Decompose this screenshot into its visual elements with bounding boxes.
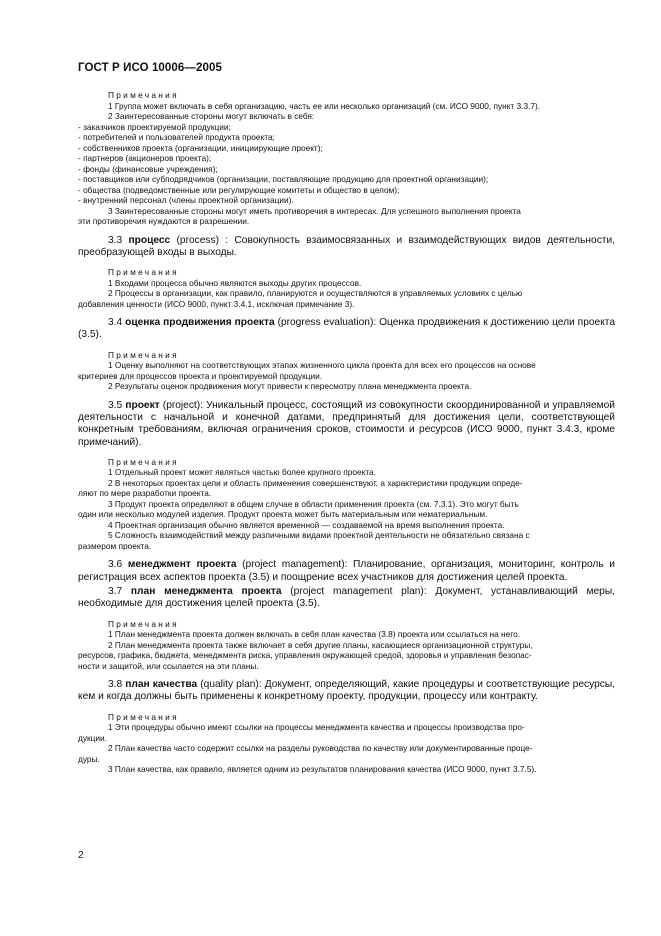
notes-title: Примечания: [108, 618, 179, 629]
term-3-4: [78, 317, 615, 342]
notes-block-3: [78, 350, 615, 392]
term-3-8: [78, 679, 615, 704]
term-name: процесс: [128, 234, 171, 246]
note-line: ляют по мере разработки проекта.: [78, 488, 212, 499]
notes-block-5: [78, 619, 615, 672]
term-definition: (project management plan): Документ, устанавливающий меры, необходимые для достижения целей проекта (3.5).: [78, 585, 615, 610]
note-line: 1 Эти процедуры обычно имеют ссылки на процессы менеджмента качества и процессы производства про-: [108, 722, 525, 733]
note-line: 1 План менеджмента проекта должен включать в себя план качества (3.8) проекта или ссылаться на него.: [108, 629, 520, 640]
term-name: менеджмент проекта: [127, 559, 237, 571]
note-line: 2 Процессы в организации, как правило, планируются и осуществляются в управляемых условиях с целью: [108, 288, 523, 299]
note-line: - потребителей и пользователей продукта проекта;: [78, 132, 275, 142]
term-number: 3.5: [108, 399, 123, 411]
term-3-3: [78, 235, 615, 260]
note-line: 1 Группа может включать в себя организацию, часть ее или несколько организаций (см. ИСО 9000, пункт 3.3.7).: [108, 100, 541, 111]
notes-title: Примечания: [108, 711, 179, 722]
note-line: ности и защитой, или ссылается на эти планы.: [78, 660, 259, 671]
notes-block-6: [78, 712, 615, 775]
note-line: 4 Проектная организация обычно является временной — создаваемой на время выполнения проекта.: [108, 519, 505, 530]
term-3-7: [78, 586, 615, 611]
term-number: 3.8: [108, 679, 123, 691]
note-line: размером проекта.: [78, 540, 152, 551]
term-definition: (project management): Планирование, организация, мониторинг, контроль и регистрация всех аспектов проекта (3.5) и поощрение всех участников для достижения целей проекта.: [78, 559, 615, 583]
note-line: - поставщиков или субподрядчиков (организации, поставляющие продукцию для проектной организации);: [78, 174, 489, 184]
note-line: 2 В некоторых проектах цели и область применения совершенствуют, а характеристики продукции опреде-: [108, 477, 523, 488]
term-3-5: [78, 400, 615, 449]
term-number: 3.6: [108, 559, 123, 571]
notes-title: Примечания: [108, 456, 179, 467]
term-number: 3.4: [108, 317, 123, 329]
note-line: 1 Входами процесса обычно являются выходы других процессов.: [108, 277, 362, 288]
notes-title: Примечания: [108, 349, 179, 360]
note-line: ресурсов, графика, бюджета, менеджмента риска, управления окружающей средой, здоровья и управления безопас-: [78, 650, 532, 661]
note-line: 2 План качества часто содержит ссылки на разделы руководства по качеству или документированные проце-: [108, 743, 533, 754]
document-page: [78, 62, 615, 783]
note-line: - общества (подведомственные или регулирующие комитеты и общество в целом);: [78, 184, 400, 195]
note-line: 3 Продукт проекта определяют в общем случае в области применения проекта (см. 7.3.1). Это могут быть: [108, 498, 519, 509]
term-definition: (project): Уникальный процесс, состоящий из совокупности скоординированной и управляемой деятельности с начальной и конечной датами, предпринятый для достижения цели, соответствующей конкретным требованиям, включая ограничения сроков, стоимости и ресурсов (ИСО 9000, пункт 3.4.3, кроме примечаний).: [78, 399, 615, 448]
note-line: 2 План менеджмента проекта также включает в себя другие планы, касающиеся организационной структуры,: [108, 639, 533, 650]
note-line: критериев для процессов проекта и проектируемой продукции.: [78, 370, 323, 381]
note-line: 2 Заинтересованные стороны могут включать в себя:: [108, 111, 315, 121]
notes-block-2: [78, 267, 615, 309]
note-line: 5 Сложность взаимодействий между различными видами проектной деятельности не обязательно связана с: [108, 530, 530, 541]
term-number: 3.7: [108, 585, 123, 597]
note-line: - партнеров (акционеров проекта);: [78, 153, 212, 163]
notes-block-4: [78, 457, 615, 552]
page-number: 2: [78, 850, 84, 861]
note-line: 1 Оценку выполняют на соответствующих этапах жизненного цикла проекта для всех его процессов на основе: [108, 360, 536, 371]
note-line: дукции.: [78, 732, 107, 743]
note-line: 3 Заинтересованные стороны могут иметь противоречия в интересах. Для успешного выполнения проекта: [108, 205, 521, 216]
note-line: эти противоречия нуждаются в разрешении.: [78, 216, 250, 226]
term-definition: (process) : Совокупность взаимосвязанных и взаимодействующих видов деятельности, преобразующей входы в выходы.: [78, 234, 615, 258]
notes-title: Примечания: [108, 267, 179, 278]
term-definition: (quality plan): Документ, определяющий, какие процедуры и соответствующие ресурсы, кем и когда должны быть применены к конкретному проекту, продукции, процессу или контракту.: [78, 679, 615, 703]
term-definition: (progress evaluation): Оценка продвижения к достижению цели проекта (3.5).: [78, 317, 615, 341]
document-header: ГОСТ Р ИСО 10006—2005: [78, 62, 223, 74]
notes-block-1: [78, 90, 615, 227]
note-line: - заказчиков проектируемой продукции;: [78, 121, 231, 132]
note-line: - фонды (финансовые учреждения);: [78, 163, 218, 174]
note-line: добавления ценности (ИСО 9000, пункт 3.4.1, исключая примечание 3).: [78, 298, 355, 309]
notes-title: Примечания: [108, 90, 179, 100]
term-name: проект: [125, 399, 160, 411]
note-line: - внутренний персонал (члены проектной организации).: [78, 195, 294, 205]
term-name: план менеджмента проекта: [130, 585, 282, 597]
term-number: 3.3: [108, 234, 123, 246]
note-line: 2 Результаты оценок продвижения могут привести к пересмотру плана менеджмента проекта.: [108, 381, 472, 392]
term-name: план качества: [125, 679, 198, 691]
note-line: - собственников проекта (организации, инициирующие проект);: [78, 142, 323, 153]
note-line: 1 Отдельный проект может являться частью более крупного проекта.: [108, 467, 376, 478]
term-3-6: [78, 559, 615, 584]
note-line: дуры.: [78, 753, 100, 764]
note-line: один или несколько модулей изделия. Продукт проекта может быть материальным или нематериальным.: [78, 509, 488, 520]
note-line: 3 План качества, как правило, является одним из результатов планирования качества (ИСО 9000, пункт 3.7.5).: [108, 764, 537, 775]
term-name: оценка продвижения проекта: [125, 317, 275, 329]
